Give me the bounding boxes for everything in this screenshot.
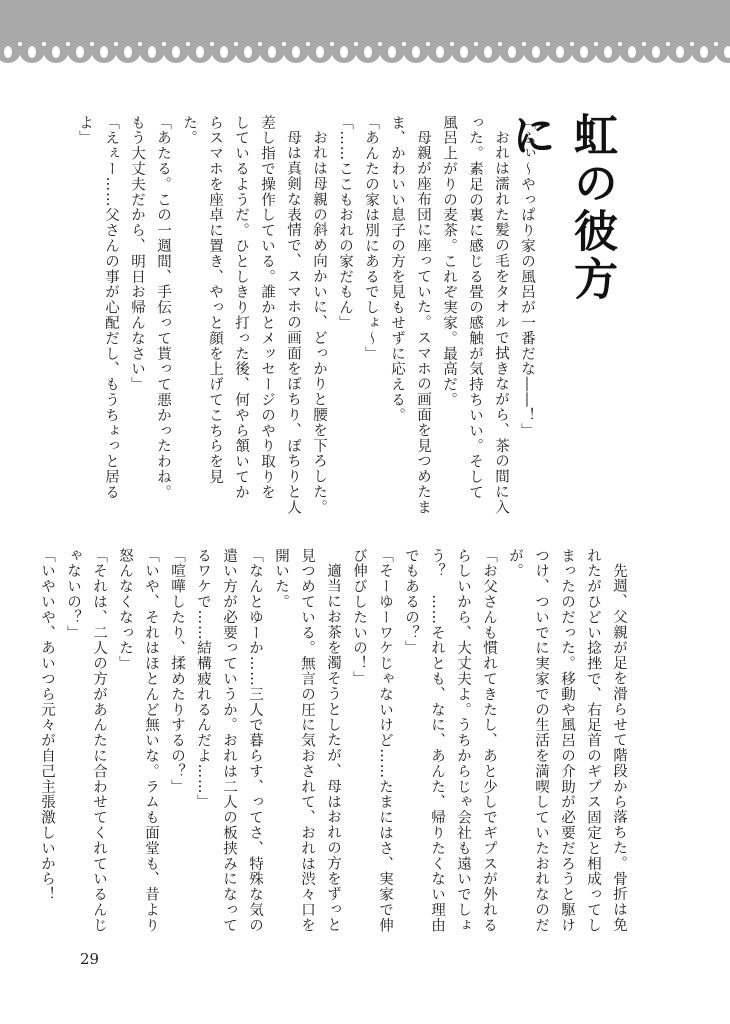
lace-hole	[52, 46, 60, 58]
lace-dot	[570, 42, 574, 46]
paragraph: 適当にお茶を濁そうとしたが、母はおれの方をずっと見つめている。無言の圧に気おされて、おれは渋々口を開いた。	[273, 548, 341, 933]
lace-dot	[330, 42, 334, 46]
lace-hole	[364, 46, 372, 58]
lace-dot	[354, 42, 358, 46]
decorative-header-band	[0, 0, 730, 74]
lace-hole	[556, 46, 564, 58]
lace-hole	[148, 46, 156, 58]
paragraph: おれは母親の斜め向かいに、どっかりと腰を下ろした。	[311, 129, 327, 515]
lace-hole	[388, 46, 396, 58]
lace-hole	[268, 46, 276, 58]
lace-hole	[340, 46, 348, 58]
lace-hole	[316, 46, 324, 58]
paragraph: 「そーゆーワケじゃないけど……たまにはさ、実家で伸び伸びしたいの！」	[351, 548, 393, 933]
lace-hole	[124, 46, 132, 58]
lower-text-block	[39, 548, 632, 940]
paragraph: 母は真剣な表情で、スマホの画面をぽちり、ぽちりと人差し指で操作している。誰かとメッセージのやり取りをしているようだ。ひとしきり打った後、何やら頷いてからスマホを座卓に置き、やっと顔を上げてこちらを見た。	[181, 115, 301, 515]
lace-dot	[306, 42, 310, 46]
chapter-title: 虹の彼方に	[504, 112, 617, 304]
paragraph: 「ふぃ〜やっぱり家の風呂が一番だな――！」	[519, 115, 535, 439]
paragraph: 母親が座布団に座っていた。スマホの画面を見つめたまま、かわいい息子の方を見もせずに応える。	[389, 115, 431, 515]
page-number: 29	[80, 950, 100, 968]
lace-hole	[4, 46, 12, 58]
lace-dot	[474, 42, 478, 46]
lace-hole	[580, 46, 588, 58]
paragraph: 「それは、二人の方があんたに合わせてくれているんじゃないの？」	[65, 548, 107, 933]
lace-hole	[676, 46, 684, 58]
lace-hole	[220, 46, 228, 58]
paragraph: 「あんたの家は別にあるでしょ〜」	[363, 115, 379, 362]
lace-dot	[450, 42, 454, 46]
lace-hole	[196, 46, 204, 58]
lace-hole	[604, 46, 612, 58]
lace-hole	[292, 46, 300, 58]
paragraph: 「いや、それはほとんど無いな。ラムも面堂も、昔より怒んなくなった」	[117, 548, 159, 933]
upper-text-block	[78, 115, 540, 515]
lace-hole	[76, 46, 84, 58]
lace-dot	[66, 42, 70, 46]
lace-hole	[412, 46, 420, 58]
lace-hole	[28, 46, 36, 58]
lace-dot	[114, 42, 118, 46]
lace-hole	[700, 46, 708, 58]
lace-dot	[714, 42, 718, 46]
lace-hole	[460, 46, 468, 58]
lace-dot	[138, 42, 142, 46]
lace-dot	[162, 42, 166, 46]
lace-dot	[402, 42, 406, 46]
lace-hole	[508, 46, 516, 58]
lace-dot	[90, 42, 94, 46]
lace-hole	[244, 46, 252, 58]
scalloped-lace-border	[0, 0, 730, 74]
lace-dot	[546, 42, 550, 46]
lace-hole	[100, 46, 108, 58]
paragraph: 先週、父親が足を滑らせて階段から落ちた。骨折は免れたがひどい捻挫で、右足首のギプス固定と相成ってしまったのだった。移動や風呂の介助が必要だろうと駆けつけ、ついでに実家での生活を満喫していたおれなのだが。	[507, 548, 627, 933]
paragraph: 「喧嘩したり、揉めたりするの？」	[169, 548, 185, 795]
lace-hole	[484, 46, 492, 58]
paragraph: 「なんとゆーか……三人で暮らす、ってさ、特殊な気の遣い方が必要っていうか。おれは二人の板挟みになってるワケで……結構疲れるんだよ……」	[195, 548, 263, 933]
paragraph: 「あたる。この一週間、手伝って貰って悪かったわね。もう大丈夫だから、明日お帰んなさい」	[129, 115, 171, 500]
lace-dot	[18, 42, 22, 46]
lace-dot	[618, 42, 622, 46]
lace-hole	[532, 46, 540, 58]
paragraph: 「えぇー……父さんの事が心配だし、もうちょっと居るよ」	[77, 115, 119, 500]
lace-hole	[652, 46, 660, 58]
paragraph: おれは濡れた髪の毛をタオルで拭きながら、茶の間に入った。素足の裏に感じる畳の感触が気持ちいい。そして風呂上がりの麦茶。これぞ実家。最高だ。	[441, 115, 509, 515]
lace-hole	[628, 46, 636, 58]
paragraph: 「お父さんも慣れてきたし、あと少しでギプスが外れるらしいから、大丈夫よ。うちからじゃ会社も遠いでしょう？ ……それとも、なに、あんた、帰りたくない理由でもあるの？」	[403, 548, 497, 933]
lace-dot	[594, 42, 598, 46]
lace-dot	[498, 42, 502, 46]
paragraph: 「……ここもおれの家だもん」	[337, 115, 353, 331]
lace-dot	[666, 42, 670, 46]
lace-dot	[690, 42, 694, 46]
lace-dot	[642, 42, 646, 46]
lace-dot	[258, 42, 262, 46]
lace-dot	[378, 42, 382, 46]
lace-dot	[426, 42, 430, 46]
lace-hole	[436, 46, 444, 58]
lace-dot	[42, 42, 46, 46]
lace-dot	[234, 42, 238, 46]
lace-dot	[210, 42, 214, 46]
lace-dot	[522, 42, 526, 46]
paragraph: 「いやいや、あいつら元々が自己主張激しいから！	[39, 548, 55, 903]
lace-hole	[172, 46, 180, 58]
lace-dot	[282, 42, 286, 46]
lace-dot	[186, 42, 190, 46]
